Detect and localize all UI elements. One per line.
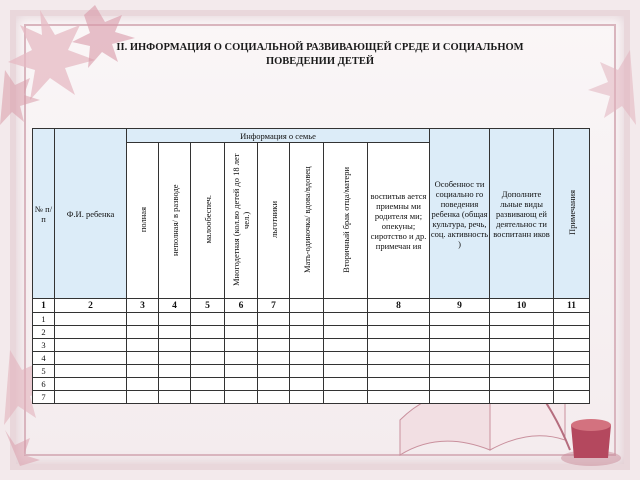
table-row: 1	[33, 313, 590, 326]
header-family-info: Информация о семье	[127, 129, 430, 143]
table-row: 4	[33, 352, 590, 365]
title-line-1: II. ИНФОРМАЦИЯ О СОЦИАЛЬНОЙ РАЗВИВАЮЩЕЙ СРЕДЕ И СОЦИАЛЬНОМ	[116, 42, 524, 53]
header-benefits: льготники	[258, 143, 290, 299]
header-single-parent: Мать-одиночка/ вдова/вдовец	[290, 143, 324, 299]
table-row: 5	[33, 365, 590, 378]
header-foster-care: воспитыв ается приемны ми родителя ми; опекуны; сиротство и др. примечан ия	[368, 143, 430, 299]
table-row: 6	[33, 378, 590, 391]
page-title	[40, 41, 600, 69]
table-row: 3	[33, 339, 590, 352]
header-num: № п/п	[33, 129, 55, 299]
header-extra-activities: Дополните льные виды развивающ ей деятельнос ти воспитанн иков	[490, 129, 554, 299]
header-low-income: малообеспеч.	[191, 143, 225, 299]
header-large-family: Многодетная (кол.во детей до 18 лет чел.)	[225, 143, 258, 299]
title-line-2: ПОВЕДЕНИИ ДЕТЕЙ	[265, 56, 375, 67]
header-second-marriage: Вторичный брак отца/матери	[324, 143, 368, 299]
children-info-table	[32, 128, 590, 404]
table-row: 2	[33, 326, 590, 339]
header-notes: Примечания	[554, 129, 590, 299]
header-full-family: полная	[127, 143, 159, 299]
inkwell-decoration	[556, 400, 626, 470]
header-child-name: Ф.И. ребенка	[55, 129, 127, 299]
header-social-behavior: Особеннос ти социально го поведения ребенка (общая культура, речь, соц. активность )	[430, 129, 490, 299]
column-number-row: 1 2 3 4 5 6 7 8 9 10 11	[33, 299, 590, 313]
header-incomplete-family: неполная/ в разводе	[159, 143, 191, 299]
table-row: 7	[33, 391, 590, 404]
